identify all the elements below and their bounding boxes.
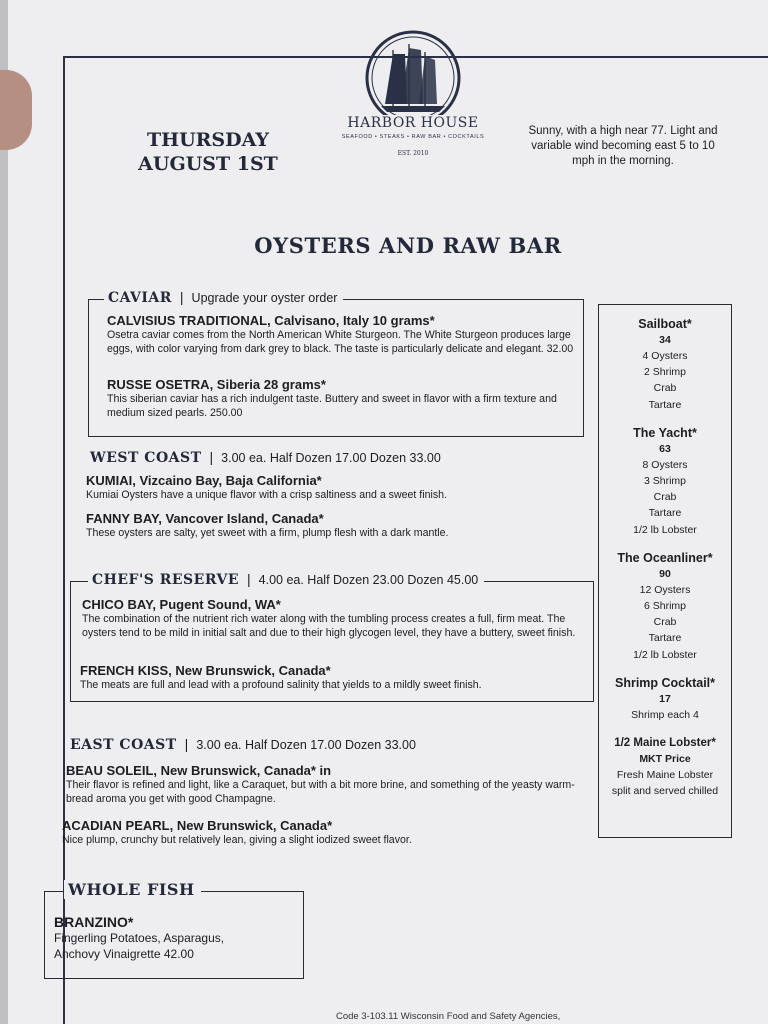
platter-item xyxy=(599,675,731,723)
item-description-line: Fingerling Potatoes, Asparagus, xyxy=(54,931,225,945)
west-coast-prices: 3.00 ea. Half Dozen 17.00 Dozen 33.00 xyxy=(221,451,441,465)
east-coast-header xyxy=(66,736,422,753)
separator: | xyxy=(247,571,251,587)
sailboat-logo-icon xyxy=(363,26,463,126)
platter-line: 4 Oysters xyxy=(642,350,688,362)
item-name: ACADIAN PEARL, New Brunswick, Canada* xyxy=(62,818,333,833)
platter-line: 2 Shrimp xyxy=(643,366,686,379)
platter-line: 12 Oysters xyxy=(639,583,691,596)
menu-item xyxy=(62,818,582,848)
platter-name: Sailboat* xyxy=(638,317,692,331)
platter-price: MKT Price xyxy=(639,753,691,766)
item-description: These oysters are salty, yet sweet with a firm, plump flesh with a dark mantle. xyxy=(86,527,449,539)
chefs-reserve-prices: 4.00 ea. Half Dozen 23.00 Dozen 45.00 xyxy=(258,573,479,587)
item-name: KUMIAI, Vizcaino Bay, Baja California* xyxy=(86,473,322,488)
whole-fish-header xyxy=(64,880,201,899)
platter-line: Crab xyxy=(653,382,677,395)
menu-paper xyxy=(8,0,768,1024)
platter-line: 8 Oysters xyxy=(642,458,688,471)
platter-price: 34 xyxy=(659,334,671,346)
item-name: CHICO BAY, Pugent Sound, WA* xyxy=(82,597,281,612)
platter-line: 1/2 lb Lobster xyxy=(633,648,697,661)
item-name: BRANZINO* xyxy=(54,914,134,930)
item-description: Osetra caviar comes from the North American White Sturgeon. The White Sturgeon produces large eggs, with color varying from dark grey to black. The taste is particularly delicate and elegant. 32.00 xyxy=(107,329,574,355)
menu-item xyxy=(66,763,578,806)
platter-line: Shrimp each 4 xyxy=(631,708,699,721)
brand-name: HARBOR HOUSE xyxy=(338,115,488,131)
menu-item xyxy=(86,473,586,503)
weather-forecast: Sunny, with a high near 77. Light and variable wind becoming east 5 to 10 mph in the morning. xyxy=(528,125,718,167)
item-description: This siberian caviar has a rich indulgent taste. Buttery and sweet in flavor with a firm texture and medium sized pearls. 250.00 xyxy=(107,393,557,419)
separator: | xyxy=(184,736,189,752)
platter-line: Tartare xyxy=(648,507,682,520)
date-weekday: THURSDAY xyxy=(146,129,269,151)
section-title-east-coast: EAST COAST xyxy=(70,737,177,753)
brand-tagline: SEAFOOD • STEAKS • RAW BAR • COCKTAILS xyxy=(341,134,485,140)
east-coast-prices: 3.00 ea. Half Dozen 17.00 Dozen 33.00 xyxy=(196,738,416,752)
menu-date xyxy=(108,128,308,176)
platter-line: Tartare xyxy=(648,398,682,411)
footer-notice: Code 3-103.11 Wisconsin Food and Safety Agencies, xyxy=(336,1011,561,1022)
platter-name: 1/2 Maine Lobster* xyxy=(614,737,716,750)
platter-line: 1/2 lb Lobster xyxy=(633,523,697,536)
item-description: Kumiai Oysters have a unique flavor with a crisp saltiness and a sweet finish. xyxy=(86,489,447,501)
section-title-whole-fish: WHOLE FISH xyxy=(68,880,195,899)
platter-item xyxy=(599,425,731,538)
platter-item xyxy=(599,735,731,799)
platter-line: 6 Shrimp xyxy=(643,600,686,613)
platter-name: The Yacht* xyxy=(633,425,697,440)
platter-line: split and served chilled xyxy=(611,785,719,798)
item-description: The combination of the nutrient rich water along with the tumbling process creates a full, firm meat. The oysters tend to be mild in initial salt and due to their high glycogen level, they have a buttery, sweet finish. xyxy=(82,613,576,639)
menu-item xyxy=(107,313,575,356)
platters-box xyxy=(598,304,732,838)
item-description: The meats are full and lead with a profound salinity that yields to a mildly sweet finish. xyxy=(80,679,482,691)
menu-item xyxy=(80,663,590,693)
platter-price: 17 xyxy=(659,692,671,705)
harbor-house-logo xyxy=(338,26,488,176)
platter-item xyxy=(599,550,731,663)
platter-line: Tartare xyxy=(648,632,682,645)
brand-established: EST. 2010 xyxy=(397,150,429,157)
platter-item xyxy=(599,316,731,413)
item-name: FANNY BAY, Vancover Island, Canada* xyxy=(86,511,324,526)
separator: | xyxy=(209,449,214,465)
section-title-chefs-reserve: CHEF'S RESERVE xyxy=(92,572,240,588)
item-name: FRENCH KISS, New Brunswick, Canada* xyxy=(80,663,331,678)
item-description: Nice plump, crunchy but relatively lean, giving a slight iodized sweet flavor. xyxy=(62,834,412,846)
thumb xyxy=(0,70,32,150)
platter-line: Crab xyxy=(653,491,677,504)
chefs-reserve-header xyxy=(88,571,484,588)
platter-name: The Oceanliner* xyxy=(617,550,713,565)
section-title-west-coast: WEST COAST xyxy=(90,450,202,466)
menu-title: OYSTERS AND RAW BAR xyxy=(254,233,562,258)
item-description-line: Anchovy Vinaigrette 42.00 xyxy=(54,947,194,961)
menu-item xyxy=(86,511,586,541)
section-title-caviar: CAVIAR xyxy=(108,290,172,306)
item-name: BEAU SOLEIL, New Brunswick, Canada* in xyxy=(66,763,332,778)
menu-item xyxy=(107,377,575,420)
menu-item xyxy=(82,597,582,640)
west-coast-header xyxy=(86,449,447,466)
platter-price: 63 xyxy=(659,442,671,455)
item-name: RUSSE OSETRA, Siberia 28 grams* xyxy=(107,377,326,392)
item-name: CALVISIUS TRADITIONAL, Calvisano, Italy 10 grams* xyxy=(107,313,435,328)
platter-price: 90 xyxy=(659,567,671,580)
platter-line: 3 Shrimp xyxy=(643,475,686,488)
menu-item xyxy=(54,914,294,962)
platter-line: Fresh Maine Lobster xyxy=(616,769,714,782)
item-description: Their flavor is refined and light, like a Caraquet, but with a bit more brine, and something of the yeasty warm-bread aroma you get with good Champagne. xyxy=(66,779,575,805)
platter-name: Shrimp Cocktail* xyxy=(614,675,716,690)
separator: | xyxy=(179,289,184,305)
date-day: AUGUST 1ST xyxy=(138,153,278,175)
caviar-note: Upgrade your oyster order xyxy=(191,291,338,305)
caviar-header xyxy=(104,289,343,306)
platter-line: Crab xyxy=(653,616,677,629)
